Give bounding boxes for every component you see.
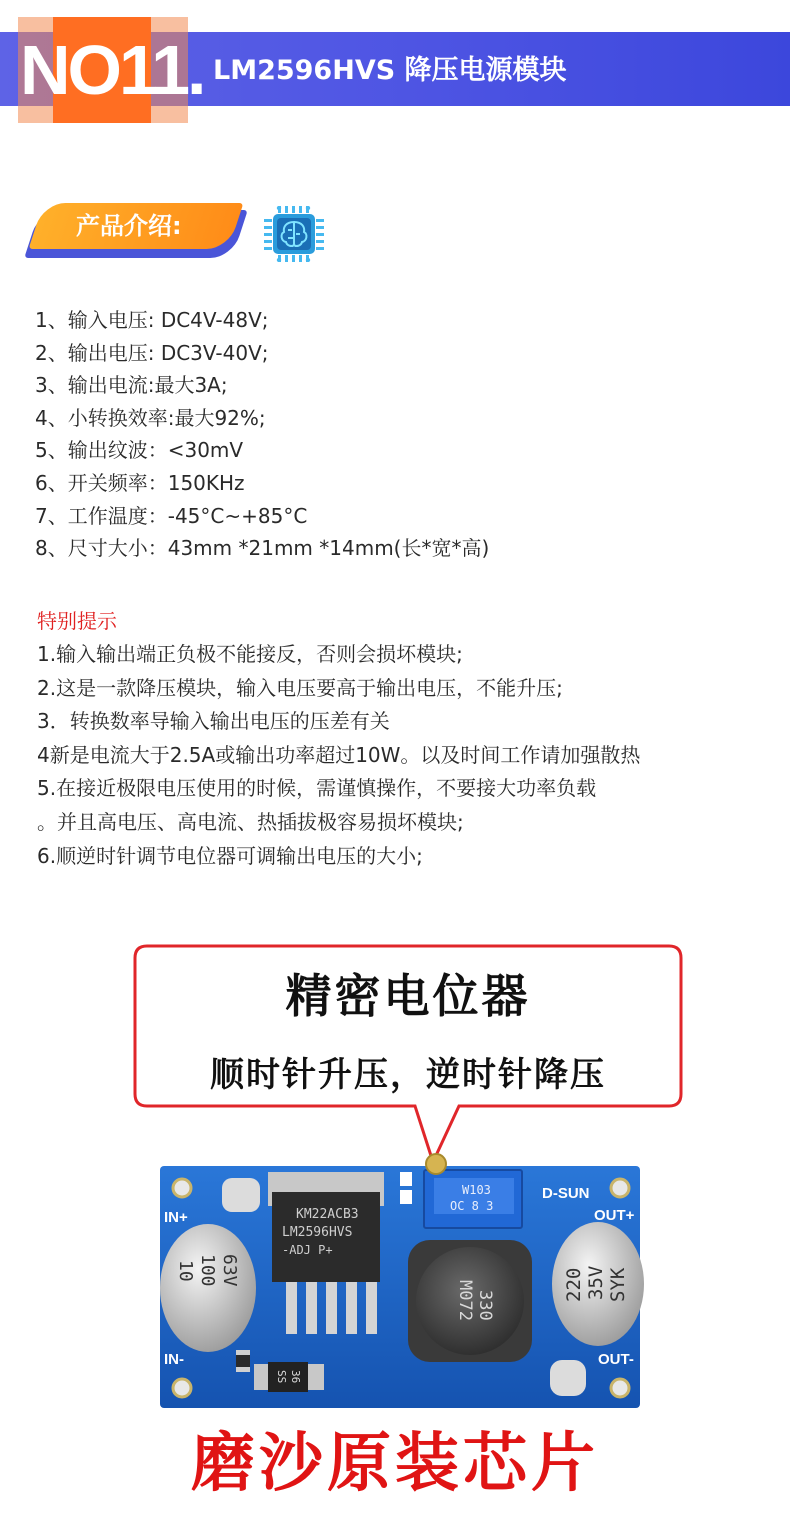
cap-in-marking-1: 10 [175,1260,196,1282]
label-brand: D-SUN [542,1185,590,1202]
pot-marking-1: W103 [462,1183,491,1197]
tip-item: 。并且高电压、高电流、热插拔极容易损坏模块; [37,809,464,834]
pot-marking-2: OC 8 3 [450,1199,494,1213]
tips-title: 特别提示 [37,609,117,633]
label-in-plus: IN+ [164,1209,188,1226]
tip-item: 1.输入输出端正负极不能接反，否则会损坏模块; [37,642,463,666]
section-tab-label: 产品介绍: [76,212,182,240]
spec-item: 3、输出电流:最大3A; [35,373,228,398]
spec-item: 6、开关频率：150KHz [35,470,245,495]
tip-item: 2.这是一款降压模块，输入电压要高于输出电压，不能升压; [37,675,563,700]
label-out-plus: OUT+ [594,1207,635,1224]
inductor-marking-1: 330 [475,1290,495,1321]
page-title: LM2596HVS 降压电源模块 [213,55,567,86]
spec-item: 1、输入电压: DC4V-48V; [35,308,269,332]
cap-out-marking-2: 35V [585,1265,607,1300]
pot-adjust-screw [426,1154,446,1174]
spec-item: 4、小转换效率:最大92%; [35,405,266,430]
chip-marking-1: KM22ACB3 [296,1207,359,1222]
spec-item: 8、尺寸大小：43mm *21mm *14mm(长*宽*高) [35,536,490,561]
chip-brain-icon [264,206,326,262]
tip-item: 3．转换数率导输入输出电压的压差有关 [37,709,390,734]
cap-in-marking-2: 100 [197,1254,218,1287]
label-out-minus: OUT- [598,1351,634,1368]
spec-item: 2、输出电压: DC3V-40V; [35,340,269,365]
callout-title: 精密电位器 [285,969,531,1023]
callout-subtitle: 顺时针升压，逆时针降压 [210,1055,606,1095]
inductor-marking-2: M072 [455,1280,475,1321]
badge-number: NO11. [20,31,204,109]
spec-list [35,304,489,565]
chip-marking-3: -ADJ P+ [282,1243,333,1257]
tip-item: 5.在接近极限电压使用的时候，需谨慎操作，不要接大功率负载 [37,776,597,801]
cap-out-marking-3: SYK [607,1267,629,1302]
diode-marking-1: SS [275,1370,288,1384]
spec-item: 7、工作温度：-45°C~+85°C [35,503,308,528]
spec-item: 5、输出纹波：<30mV [35,438,244,463]
footer-caption: 磨沙原装芯片 [191,1426,599,1501]
tip-item: 6.顺逆时针调节电位器可调输出电压的大小; [37,843,423,868]
tip-item: 4新是电流大于2.5A或输出功率超过10W。以及时间工作请加强散热 [37,742,641,767]
cap-in-marking-3: 63V [219,1254,240,1287]
chip-marking-2: LM2596HVS [282,1225,353,1240]
cap-out-marking-1: 220 [563,1267,585,1302]
pcb-board [150,1150,650,1410]
label-in-minus: IN- [164,1351,184,1368]
input-capacitor [160,1224,256,1352]
diode-marking-2: 36 [289,1370,302,1384]
tips-list [37,638,640,873]
